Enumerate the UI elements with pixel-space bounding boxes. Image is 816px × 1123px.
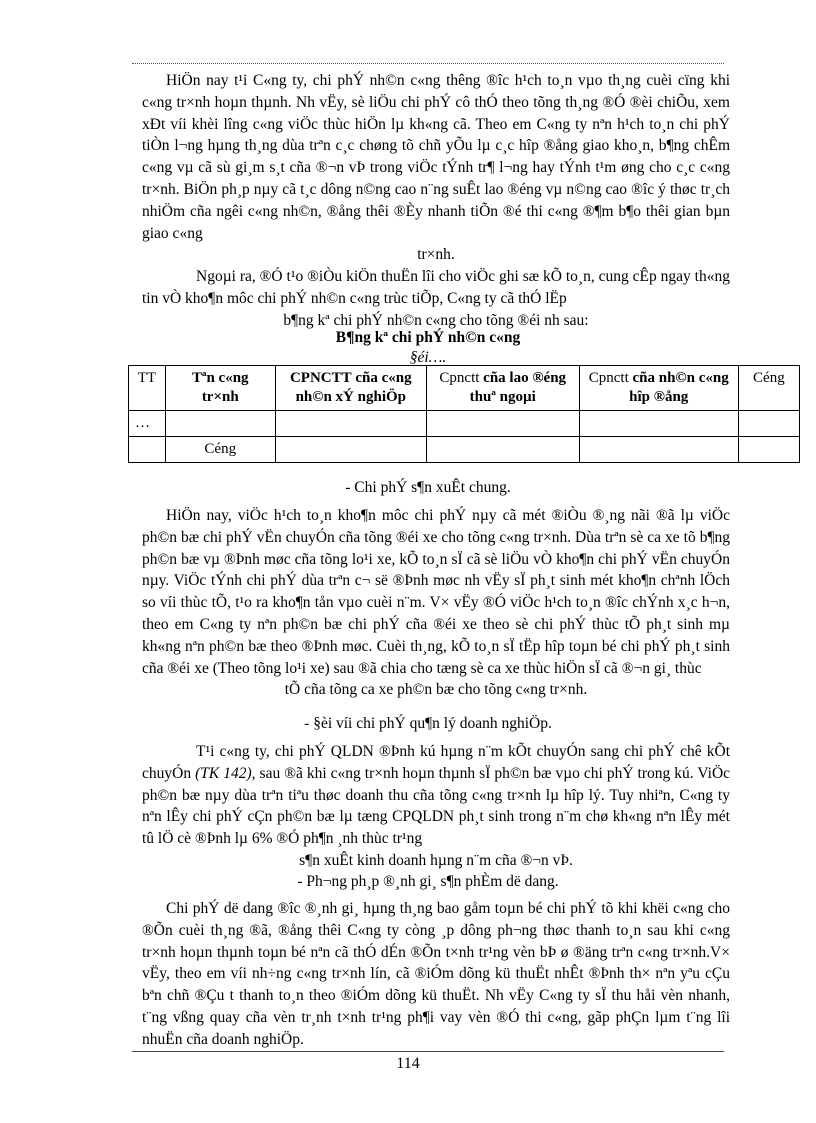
paragraph-summary-intro-text: Ngoµi ra, ®Ó t¹o ®iÒu kiÖn thuËn lîi cho viÖc ghi sæ kÕ to¸n, cung cÊp ngay th«ng tin vÒ kho¶n môc chi phÝ nh©n c«ng trùc tiÕp, C«ng ty cã thÓ lËp <box>142 268 730 307</box>
cell-cong <box>738 437 799 463</box>
header-cpnctt-hop-dong: Cpnctt cña nh©n c«ng hîp ®ång <box>579 366 738 411</box>
paragraph-wip-valuation <box>142 898 730 1051</box>
cell-ten <box>165 411 275 437</box>
cell-c2 <box>426 437 579 463</box>
paragraph-admin-cost-end: s¶n xuÊt kinh doanh hµng n¨m cña ®¬n vÞ. <box>299 851 573 869</box>
header-cpnctt-thue-ngoai: Cpnctt cña lao ®éng thuª ngoµi <box>426 366 579 411</box>
cell-cong <box>738 411 799 437</box>
paragraph-labor-cost-text: HiÖn nay t¹i C«ng ty, chi phÝ nh©n c«ng thêng ®îc h¹ch to¸n vµo th¸ng cuèi cïng khi c«ng tr×nh hoµn thµnh. Nh vËy, sè liÖu chi phÝ cô thÓ theo tõng th¸ng ®Ó ®èi chiÕu, xem xÐt víi khèi lîng c«ng viÖc thùc hiÖn lµ kh«ng cã. Theo em C«ng ty nªn h¹ch to¸n chi phÝ tiÒn l¬ng hµng th¸ng dùa trªn c¸c chøng tõ chñ yÕu lµ c¸c hîp ®ång giao kho¸n, b¶ng chÊm c«ng vµ cã sù gi¸m s¸t cña ®¬n vÞ trong viÖc tÝnh tr¶ l¬ng hay tÝnh t¹m øng cho c¸c c«ng tr×nh. BiÖn ph¸p nµy cã t¸c dông n©ng cao n¨ng suÊt lao ®éng vµ n©ng cao ®îc ý thøc tr¸ch nhiÖm cña ngêi c«ng nh©n, ®ång thêi ®Èy nhanh tiÕn ®é thi c«ng ®¶m b¶o thêi gian bµn giao c«ng <box>142 72 730 242</box>
paragraph-labor-cost <box>142 70 730 266</box>
account-reference: (TK 142), <box>195 764 256 782</box>
header-cong: Céng <box>738 366 799 411</box>
cell-c2 <box>426 411 579 437</box>
paragraph-admin-cost-text: T¹i c«ng ty, chi phÝ QLDN ®Þnh kú hµng n¨m kÕt chuyÓn sang chi phÝ chê kÕt chuyÓn (TK 142), sau ®ã khi c«ng tr×nh hoµn thµnh sÏ ph©n bæ vµo chi phÝ trong kú. ViÖc ph©n bæ nµy dùa trªn tiªu thøc doanh thu cña tõng c«ng tr×nh lµ hîp lý. Tuy nhiªn, C«ng ty nªn lÊy chi phÝ cÇn ph©n bæ lµ tæng CPQLDN ph¸t sinh trong n¨m chø kh«ng nªn lÊy mét tû lÖ cè ®Þnh lµ 6% ®Ó ph¶n ¸nh thùc tr¹ng <box>142 743 731 848</box>
paragraph-overhead-cost-end: tÕ cña tõng ca xe ph©n bæ cho tõng c«ng tr×nh. <box>284 681 588 699</box>
table-total-row <box>129 437 800 463</box>
cell-tt: … <box>129 411 166 437</box>
paragraph-wip-valuation-text: Chi phÝ dë dang ®îc ®¸nh gi¸ hµng th¸ng bao gåm toµn bé chi phÝ tõ khi khëi c«ng cho ®Õn cuèi th¸ng ®ã, ®ång thêi C«ng ty còng ¸p dông ph¬ng thøc thanh to¸n sau khi c«ng tr×nh hoµn thµnh toµn bé nªn cã thÓ dÉn ®Õn t×nh tr¹ng vèn bÞ ø ®äng trªn c«ng tr×nh.V× vËy, theo em víi nh÷ng c«ng tr×nh lín, cã ®iÓm dõng kü thuËt nhÊt ®Þnh th× nªn yªu cÇu bªn chñ ®Çu t thanh to¸n theo ®iÓm dõng kü thuËt. Nh vËy C«ng ty sÏ thu håi vèn nhanh, t¨ng vßng quay cña vèn tr¸nh t×nh tr¹ng ph¶i vay vèn ®Ó thi c«ng, gãp phÇn lµm t¨ng lîi nhuËn cña doanh nghiÖp. <box>142 900 730 1048</box>
header-ten-cong-trinh: Tªn c«ng tr×nh <box>165 366 275 411</box>
header-rule <box>132 63 724 64</box>
footer-rule <box>132 1051 724 1052</box>
table-subtitle: §éi…. <box>409 349 447 366</box>
paragraph-labor-cost-end: tr×nh. <box>417 246 455 264</box>
cell-c3 <box>579 437 738 463</box>
cell-c1 <box>275 411 426 437</box>
table-title: B¶ng kª chi phÝ nh©n c«ng <box>335 329 521 346</box>
heading-wip-valuation: - Ph¬ng ph¸p ®¸nh gi¸ s¶n phÈm dë dang. <box>297 873 559 890</box>
paragraph-summary-intro <box>142 266 730 331</box>
labor-cost-table <box>128 365 800 463</box>
heading-admin-cost: - §èi víi chi phÝ qu¶n lý doanh nghiÖp. <box>304 715 552 732</box>
paragraph-overhead-cost-text: HiÖn nay, viÖc h¹ch to¸n kho¶n môc chi phÝ nµy cã mét ®iÒu ®¸ng nãi ®ã lµ viÖc ph©n bæ chi phÝ vËn chuyÓn cña tõng ®éi xe cho tõng c«ng tr×nh. Dùa trªn sè ca xe tõ b¶ng ph©n bæ vµ ®Þnh møc cña tõng lo¹i xe, kÕ to¸n sÏ cã sè liÖu vÒ kho¶n chi phÝ vËn chuyÓn nµy. ViÖc tÝnh chi phÝ dùa trªn c¬ së ®Þnh møc nh vËy sÏ ph¸t sinh mét kho¶n chªnh lÖch so víi thùc tÕ, t¹o ra kho¶n tån vµo cuèi n¨m. V× vËy ®Ó viÖc h¹ch to¸n ®îc chÝnh x¸c h¬n, theo em C«ng ty nªn ph©n bæ chi phÝ cña ®éi xe theo sè chi phÝ thùc tÕ ph¸t sinh mµ kh«ng nªn ph©n bæ theo ®Þnh møc. Cuèi th¸ng, kÕ to¸n sÏ tËp hîp toµn bé chi phÝ ph¸t sinh cña ®éi xe (Theo tõng lo¹i xe) sau ®ã chia cho tæng sè ca xe thùc hiÖn sÏ cã ®¬n gi¸ thùc <box>142 507 730 677</box>
page-number: 114 <box>396 1055 420 1072</box>
header-cpnctt-xi-nghiep: CPNCTT cña c«ng nh©n xÝ nghiÖp <box>275 366 426 411</box>
cell-ten: Céng <box>165 437 275 463</box>
cell-c1 <box>275 437 426 463</box>
table-header-row <box>129 366 800 411</box>
paragraph-overhead-cost <box>142 505 730 701</box>
cell-c3 <box>579 411 738 437</box>
header-tt: TT <box>129 366 166 411</box>
table-row <box>129 411 800 437</box>
heading-overhead-cost: - Chi phÝ s¶n xuÊt chung. <box>345 479 511 496</box>
cell-tt <box>129 437 166 463</box>
paragraph-admin-cost <box>142 741 730 872</box>
paragraph-summary-intro-end: b¶ng kª chi phÝ nh©n c«ng cho tõng ®éi nh sau: <box>283 311 589 329</box>
